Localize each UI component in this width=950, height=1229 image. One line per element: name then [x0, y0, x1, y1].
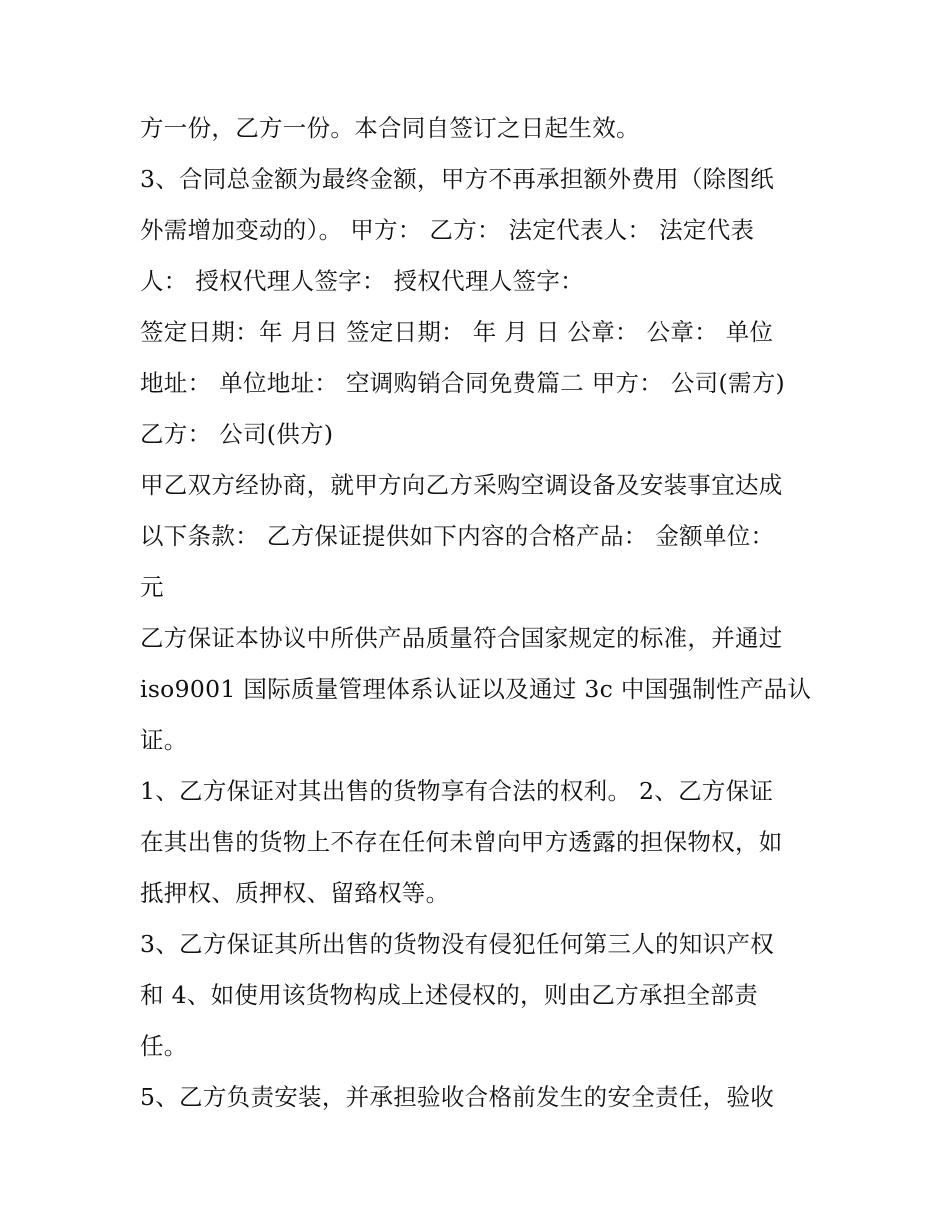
text-line: 地址： 单位地址： 空调购销合同免费篇二 甲方： 公司(需方) — [140, 369, 786, 397]
text-line: 元 — [140, 573, 164, 601]
text-line: 在其出售的货物上不存在任何未曾向甲方透露的担保物权，如 — [140, 828, 783, 856]
text-line: 以下条款： 乙方保证提供如下内容的合格产品： 金额单位： — [140, 522, 775, 550]
text-line: 乙方： 公司(供方) — [140, 420, 334, 448]
text-line: iso9001 国际质量管理体系认证以及通过 3c 中国强制性产品认 — [140, 675, 812, 703]
text-line: 5、乙方负责安装，并承担验收合格前发生的安全责任，验收 — [140, 1083, 775, 1111]
text-line: 3、合同总金额为最终金额，甲方不再承担额外费用（除图纸 — [140, 165, 775, 193]
text-line: 人： 授权代理人签字： 授权代理人签字： — [140, 267, 584, 295]
text-line: 外需增加变动的）。 甲方： 乙方： 法定代表人： 法定代表 — [140, 216, 755, 244]
text-line: 1、乙方保证对其出售的货物享有合法的权利。 2、乙方保证 — [140, 777, 774, 805]
text-line: 和 4、如使用该货物构成上述侵权的，则由乙方承担全部责 — [140, 981, 759, 1009]
text-line: 3、乙方保证其所出售的货物没有侵犯任何第三人的知识产权 — [140, 930, 775, 958]
text-line: 方一份，乙方一份。本合同自签订之日起生效。 — [140, 114, 640, 142]
text-line: 乙方保证本协议中所供产品质量符合国家规定的标准，并通过 — [140, 624, 783, 652]
text-line: 任。 — [140, 1032, 188, 1060]
text-line: 证。 — [140, 726, 188, 754]
text-line: 甲乙双方经协商，就甲方向乙方采购空调设备及安装事宜达成 — [140, 471, 783, 499]
text-line: 签定日期：年 月日 签定日期： 年 月 日 公章： 公章： 单位 — [140, 318, 774, 346]
text-line: 抵押权、质押权、留臵权等。 — [140, 879, 450, 907]
document-body — [140, 103, 820, 1123]
